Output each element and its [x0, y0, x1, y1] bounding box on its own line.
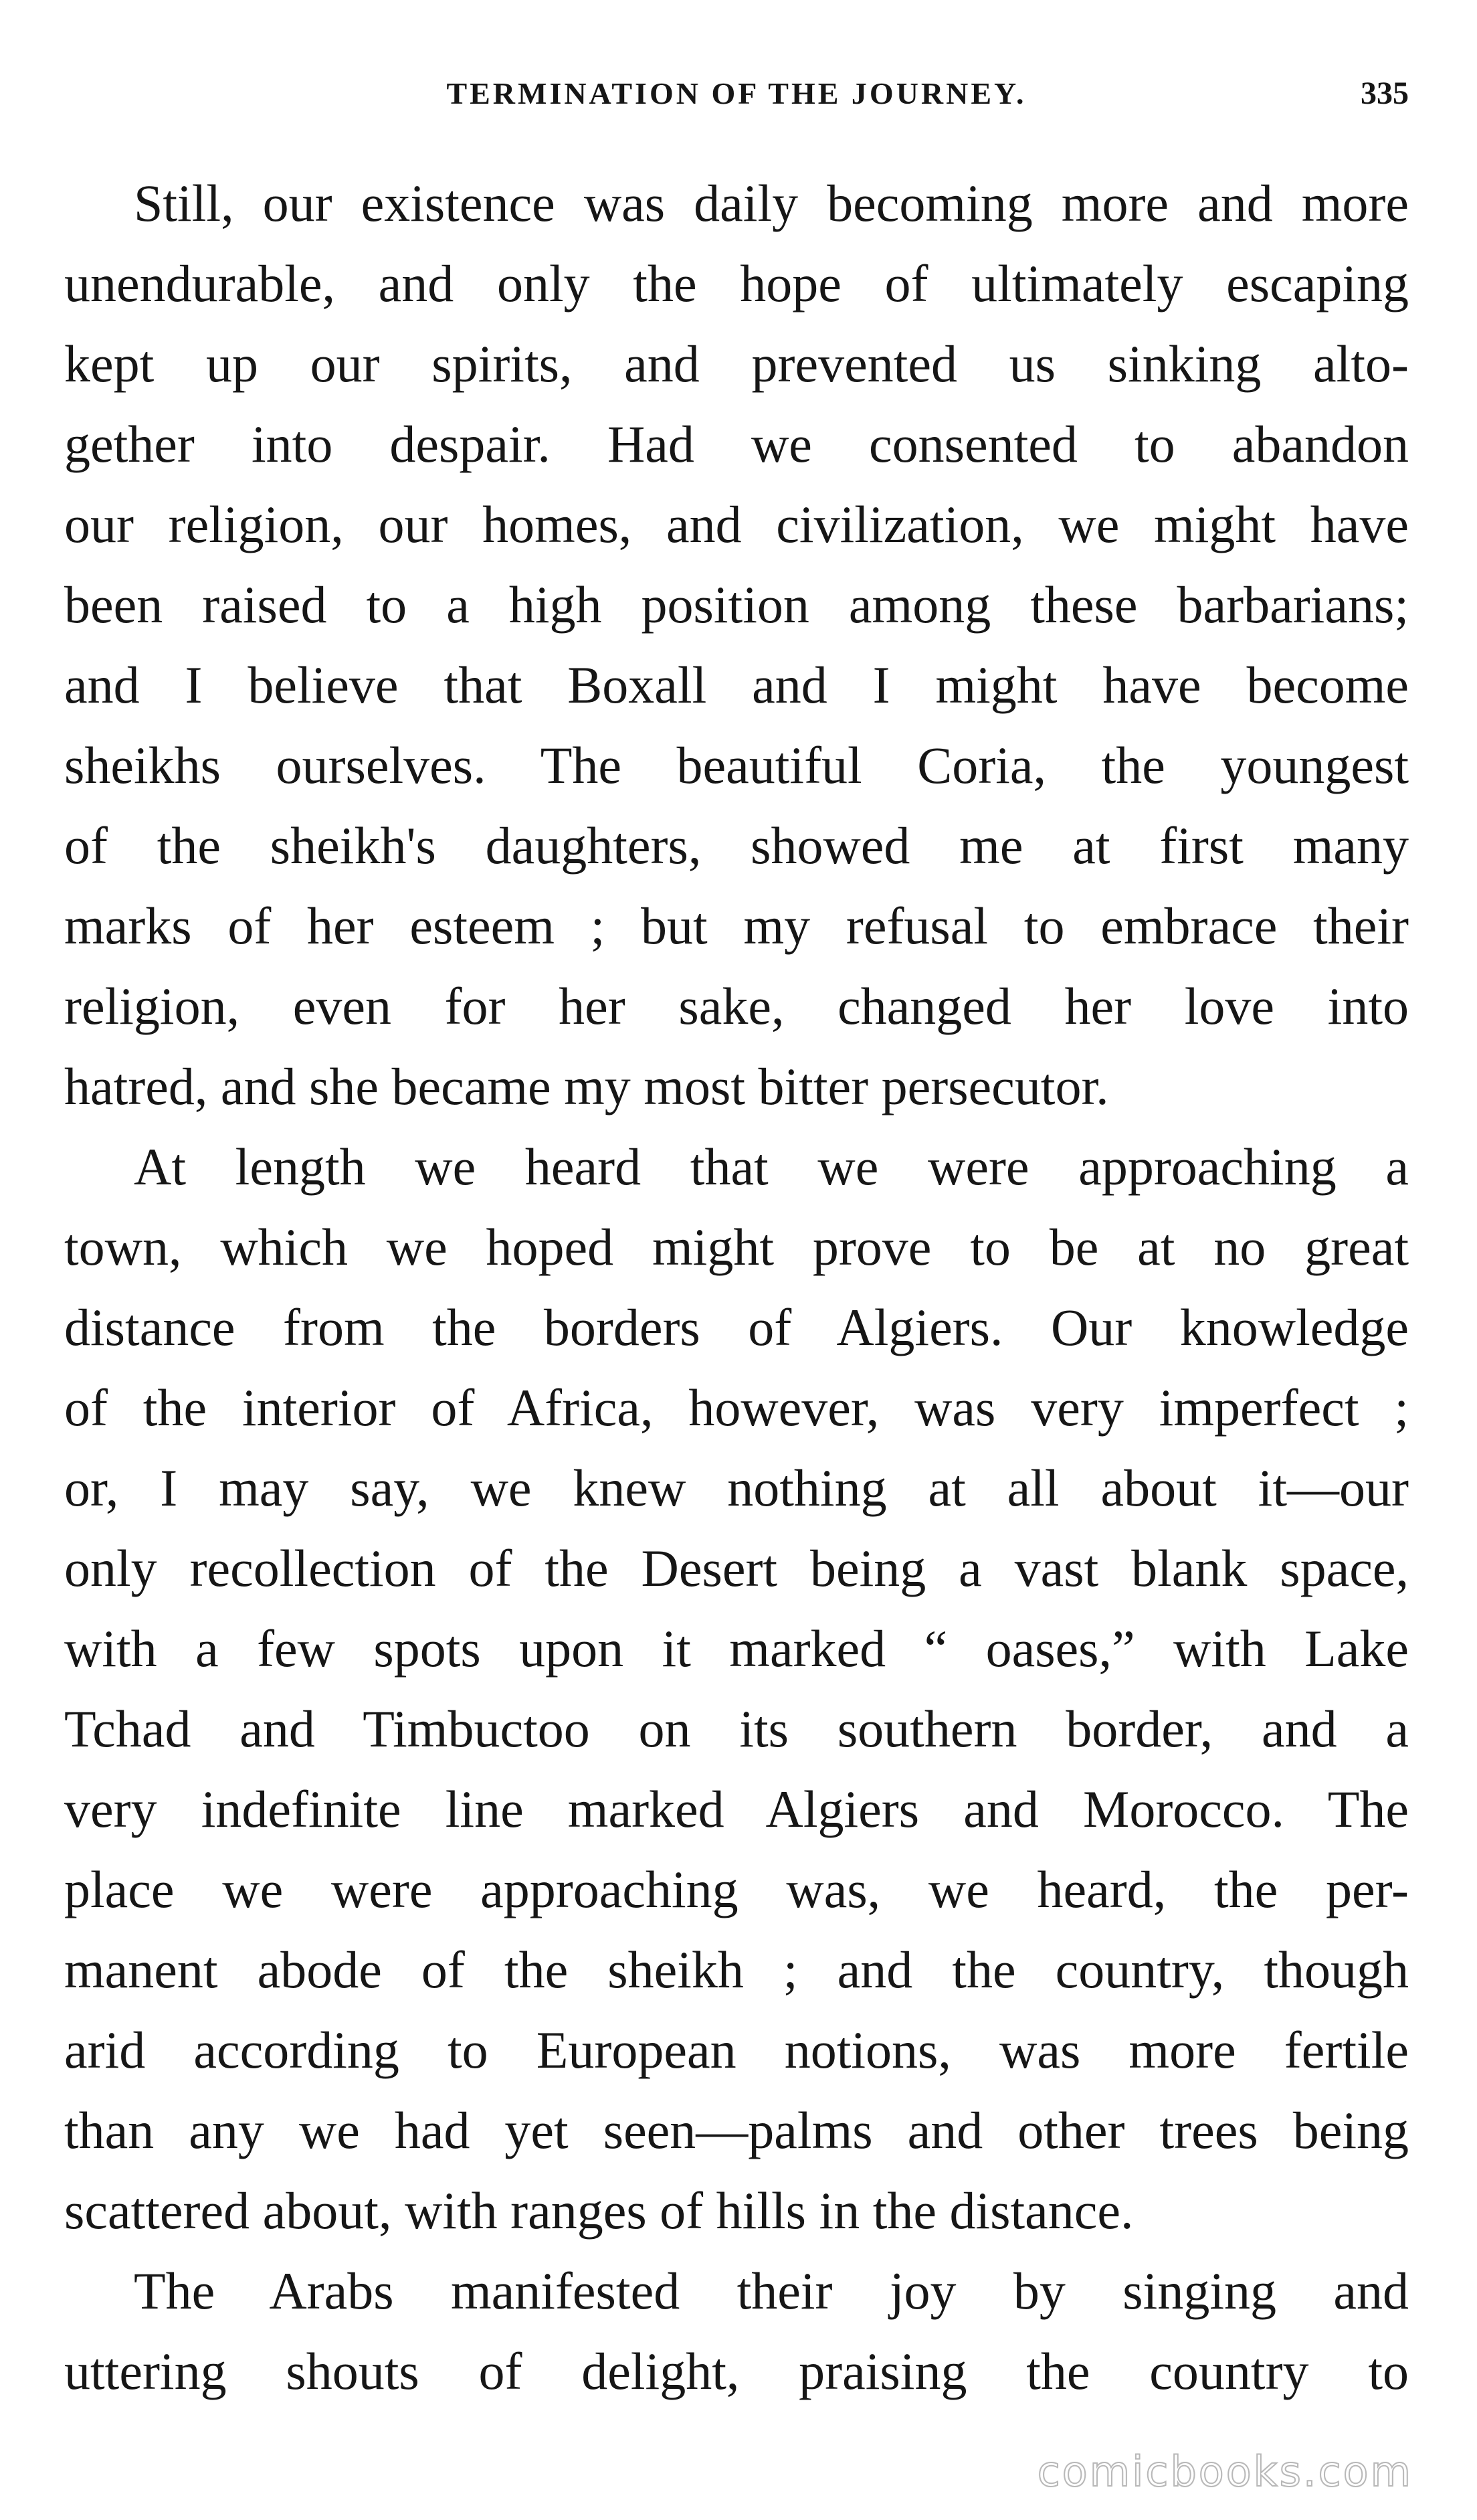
body-text: [64, 163, 1409, 2412]
text-line: religion, even for her sake, changed her love into: [64, 977, 1409, 1035]
text-line: unendurable, and only the hope of ultimately escaping: [64, 254, 1409, 312]
text-line: very indefinite line marked Algiers and Morocco. The: [64, 1780, 1409, 1838]
text-line: marks of her esteem ; but my refusal to embrace their: [64, 897, 1409, 955]
watermark: comicbooks.com: [1037, 2447, 1413, 2496]
running-header: [64, 67, 1409, 120]
text-line: place we were approaching was, we heard, the per-: [64, 1860, 1409, 1918]
text-line: of the interior of Africa, however, was very imperfect ;: [64, 1378, 1409, 1437]
text-line: kept up our spirits, and prevented us sinking alto-: [64, 335, 1409, 393]
text-line: or, I may say, we knew nothing at all about it—our: [64, 1459, 1409, 1517]
chapter-title: TERMINATION OF THE JOURNEY.: [446, 76, 1027, 110]
text-line: town, which we hoped might prove to be at no great: [64, 1218, 1409, 1276]
text-line: gether into despair. Had we consented to abandon: [64, 415, 1409, 473]
text-line: scattered about, with ranges of hills in the distance.: [64, 2181, 1134, 2240]
text-line: uttering shouts of delight, praising the country to: [64, 2342, 1409, 2400]
text-line: Tchad and Timbuctoo on its southern border, and a: [64, 1700, 1409, 1758]
text-line: The Arabs manifested their joy by singing and: [134, 2262, 1409, 2320]
page-number: 335: [1361, 76, 1409, 111]
text-line: our religion, our homes, and civilization, we might have: [64, 495, 1409, 553]
text-line: Still, our existence was daily becoming more and more: [134, 174, 1409, 232]
text-line: hatred, and she became my most bitter persecutor.: [64, 1057, 1109, 1115]
text-line: of the sheikh's daughters, showed me at first many: [64, 816, 1409, 875]
text-line: than any we had yet seen—palms and other trees being: [64, 2101, 1409, 2159]
text-line: with a few spots upon it marked “ oases,” with Lake: [64, 1619, 1409, 1678]
text-line: sheikhs ourselves. The beautiful Coria, the youngest: [64, 736, 1409, 794]
text-line: At length we heard that we were approaching a: [134, 1138, 1409, 1196]
text-line: been raised to a high position among these barbarians;: [64, 575, 1409, 634]
text-line: arid according to European notions, was more fertile: [64, 2021, 1409, 2079]
text-line: distance from the borders of Algiers. Our knowledge: [64, 1298, 1409, 1356]
text-line: manent abode of the sheikh ; and the country, though: [64, 1941, 1409, 1999]
text-line: and I believe that Boxall and I might have become: [64, 656, 1409, 714]
text-line: only recollection of the Desert being a vast blank space,: [64, 1539, 1409, 1597]
